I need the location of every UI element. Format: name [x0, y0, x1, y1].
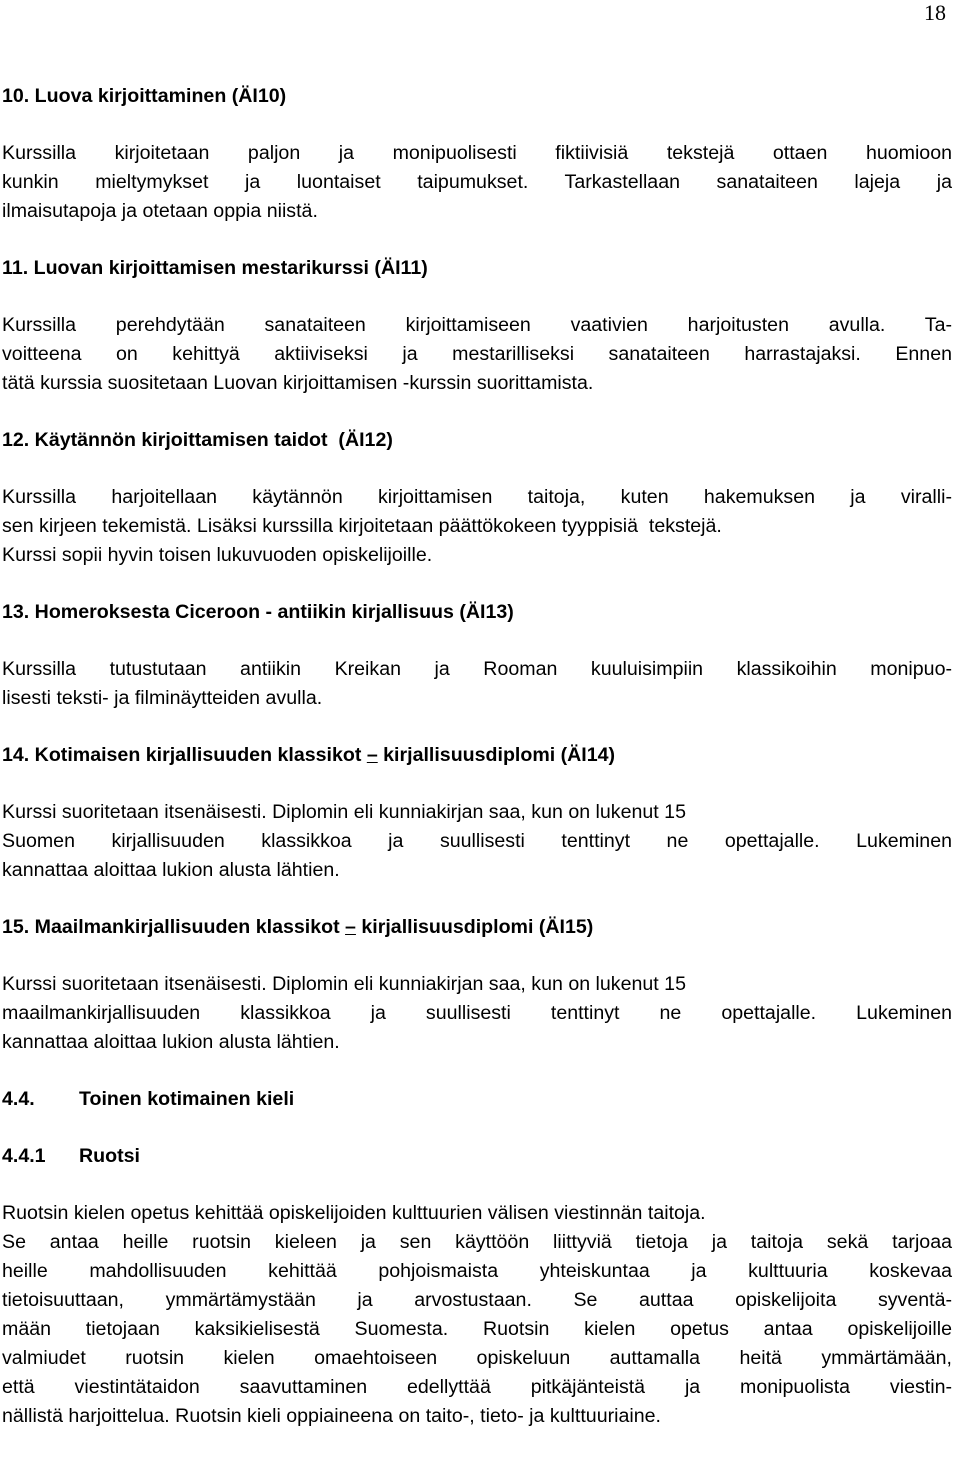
text-line: tietoisuuttaan, ymmärtämystään ja arvostustaan. Se auttaa opiskelijoita syventä-: [2, 1289, 952, 1311]
text-line: mään tietojaan kaksikielisestä Suomesta. Ruotsin kielen opetus antaa opiskelijoille: [2, 1318, 952, 1340]
heading-dash: –: [366, 744, 378, 766]
text-line: valmiudet ruotsin kielen omaehtoiseen opiskeluun auttamalla heitä ymmärtämään,: [2, 1347, 952, 1369]
course-section-10: [2, 82, 952, 226]
text-line: Kurssi suoritetaan itsenäisesti. Diplomin eli kunniakirjan saa, kun on lukenut 15: [2, 801, 686, 823]
subchapter-number: 4.4.1: [2, 1145, 46, 1167]
heading-text: 14. Kotimaisen kirjallisuuden klassikot: [2, 744, 367, 766]
text-line: Kurssilla perehdytään sanataiteen kirjoittamiseen vaativien harjoitusten avulla. Ta-: [2, 314, 952, 336]
heading-text: kirjallisuusdiplomi (ÄI14): [377, 744, 616, 766]
chapter-heading: [2, 1085, 952, 1114]
text-line: kunkin mieltymykset ja luontaiset taipumukset. Tarkastellaan sanataiteen lajeja ja: [2, 171, 952, 193]
page-number: 18: [924, 0, 946, 25]
course-description-13: [2, 655, 952, 713]
text-line: Kurssilla kirjoitetaan paljon ja monipuolisesti fiktiivisiä tekstejä ottaen huomioon: [2, 142, 952, 164]
document-body: [2, 82, 952, 1459]
text-line: Kurssi suoritetaan itsenäisesti. Diplomin eli kunniakirjan saa, kun on lukenut 15: [2, 973, 686, 995]
text-line: kannattaa aloittaa lukion alusta lähtien.: [2, 1031, 340, 1053]
text-line: heille mahdollisuuden kehittää pohjoismaista yhteiskuntaa ja kulttuuria koskevaa: [2, 1260, 952, 1282]
course-heading-15: [2, 913, 952, 942]
course-heading-13: 13. Homeroksesta Ciceroon - antiikin kirjallisuus (ÄI13): [2, 601, 514, 623]
text-line: tätä kurssia suositetaan Luovan kirjoittamisen -kurssin suorittamista.: [2, 372, 594, 394]
heading-dash: –: [345, 916, 356, 938]
subchapter-description: [2, 1199, 952, 1431]
course-section-13: [2, 598, 952, 713]
course-section-14: [2, 741, 952, 885]
heading-text: kirjallisuusdiplomi (ÄI15): [355, 916, 594, 938]
subchapter-title: Ruotsi: [79, 1145, 140, 1167]
text-line: nällistä harjoittelua. Ruotsin kieli oppiaineena on taito-, tieto- ja kulttuuriaine.: [2, 1405, 661, 1427]
text-line: lisesti teksti- ja filminäytteiden avulla.: [2, 687, 323, 709]
course-description-15: [2, 970, 952, 1057]
text-line: Kurssilla tutustutaan antiikin Kreikan ja Rooman kuuluisimpiin klassikoihin monipuo-: [2, 658, 952, 680]
text-line: maailmankirjallisuuden klassikkoa ja suullisesti tenttinyt ne opettajalle. Lukeminen: [2, 1002, 952, 1024]
text-line: sen kirjeen tekemistä. Lisäksi kurssilla kirjoitetaan päättökokeen tyyppisiä tekstejä.: [2, 515, 722, 537]
chapter-number: 4.4.: [2, 1088, 35, 1110]
course-description-14: [2, 798, 952, 885]
course-description-12: [2, 483, 952, 570]
subchapter-heading: [2, 1142, 952, 1171]
course-section-11: [2, 254, 952, 398]
text-line: ilmaisutapoja ja otetaan oppia niistä.: [2, 200, 318, 222]
course-heading-11: 11. Luovan kirjoittamisen mestarikurssi (ÄI11): [2, 257, 428, 279]
text-line: Kurssilla harjoitellaan käytännön kirjoittamisen taitoja, kuten hakemuksen ja viralli-: [2, 486, 952, 508]
course-heading-10: 10. Luova kirjoittaminen (ÄI10): [2, 85, 287, 107]
course-heading-12: 12. Käytännön kirjoittamisen taidot (ÄI12): [2, 429, 393, 451]
chapter-title: Toinen kotimainen kieli: [79, 1088, 295, 1110]
text-line: voitteena on kehittyä aktiiviseksi ja mestarilliseksi sanataiteen harrastajaksi. Ennen: [2, 343, 952, 365]
course-section-12: [2, 426, 952, 570]
text-line: Ruotsin kielen opetus kehittää opiskelijoiden kulttuurien välisen viestinnän taitoja.: [2, 1202, 706, 1224]
course-description-11: [2, 311, 952, 398]
text-line: Suomen kirjallisuuden klassikkoa ja suullisesti tenttinyt ne opettajalle. Lukeminen: [2, 830, 952, 852]
text-line: että viestintätaidon saavuttaminen edellyttää pitkäjänteistä ja monipuolista viestin-: [2, 1376, 952, 1398]
course-section-15: [2, 913, 952, 1057]
heading-text: 15. Maailmankirjallisuuden klassikot: [2, 916, 346, 938]
text-line: Kurssi sopii hyvin toisen lukuvuoden opiskelijoille.: [2, 544, 433, 566]
text-line: Se antaa heille ruotsin kieleen ja sen käyttöön liittyviä tietoja ja taitoja sekä tarjoaa: [2, 1231, 952, 1253]
text-line: kannattaa aloittaa lukion alusta lähtien.: [2, 859, 340, 881]
course-heading-14: [2, 741, 952, 770]
course-description-10: [2, 139, 952, 226]
